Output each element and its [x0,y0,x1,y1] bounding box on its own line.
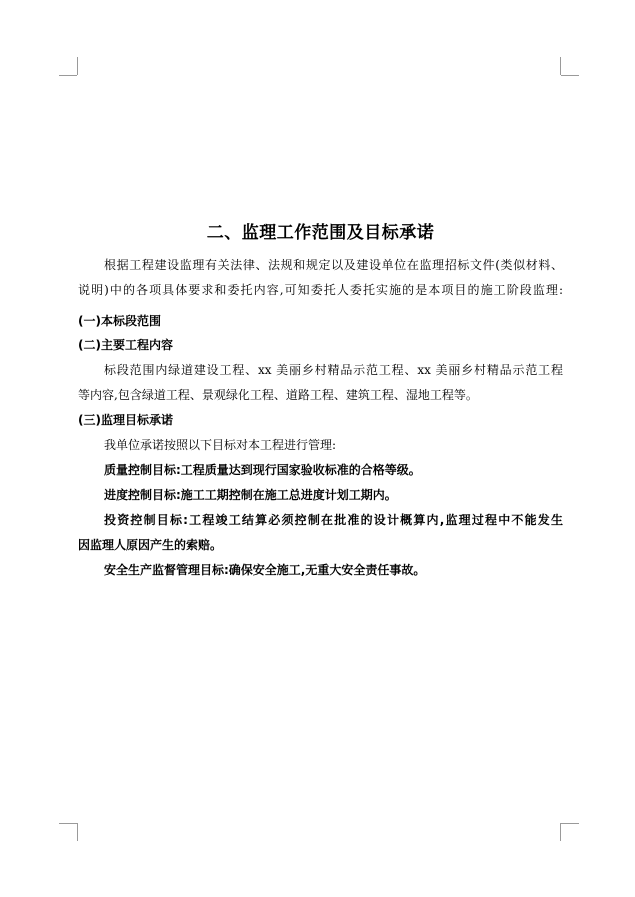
section-title: 二、监理工作范围及目标承诺 [206,223,435,243]
content-paragraph-line-2: 等内容,包含绿道工程、景观绿化工程、道路工程、建筑工程、湿地工程等。 [78,388,478,402]
heading-scope: (一)本标段范围 [78,314,161,328]
heading-main-content: (二)主要工程内容 [78,338,173,352]
crop-mark-top-left-h [59,75,77,76]
investment-target-line-1: 投资控制目标:工程竣工结算必须控制在批准的设计概算内,监理过程中不能发生 [104,513,563,527]
intro-paragraph-line-2: 说明)中的各项具体要求和委托内容,可知委托人委托实施的是本项目的施工阶段监理: [78,283,563,297]
safety-target: 安全生产监督管理目标:确保安全施工,无重大安全责任事故。 [104,563,426,577]
schedule-target: 进度控制目标:施工工期控制在施工总进度计划工期内。 [104,488,397,502]
crop-mark-top-right-v [560,57,561,75]
crop-mark-bottom-left-v [77,823,78,841]
heading-commitment: (三)监理目标承诺 [78,413,173,427]
content-paragraph-line-1: 标段范围内绿道建设工程、xx 美丽乡村精品示范工程、xx 美丽乡村精品示范工程 [104,363,563,377]
quality-target: 质量控制目标:工程质量达到现行国家验收标准的合格等级。 [104,463,421,477]
investment-target-line-2: 因监理人原因产生的索赔。 [78,538,223,552]
crop-mark-bottom-right-v [560,823,561,841]
crop-mark-top-right-h [561,75,579,76]
crop-mark-bottom-left-h [59,823,77,824]
crop-mark-bottom-right-h [561,823,579,824]
commitment-intro: 我单位承诺按照以下目标对本工程进行管理: [104,438,337,452]
intro-paragraph-line-1: 根据工程建设监理有关法律、法规和规定以及建设单位在监理招标文件(类似材料、 [104,258,563,272]
crop-mark-top-left-v [77,57,78,75]
